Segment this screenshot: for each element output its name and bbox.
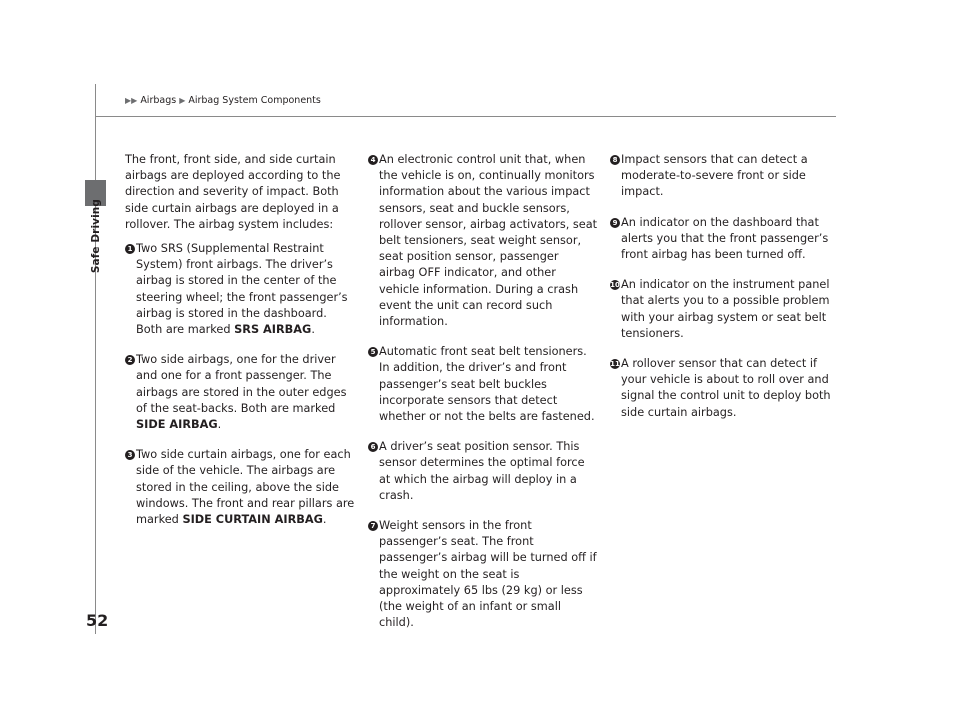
list-item	[610, 356, 840, 421]
number-badge: 9	[610, 218, 620, 228]
number-badge: 5	[368, 347, 378, 357]
list-item	[368, 344, 598, 425]
number-badge: 11	[610, 360, 620, 369]
item-text: A rollover sensor that can detect if your vehicle is about to roll over and signal the control unit to deploy both side curtain airbags.	[621, 357, 831, 419]
number-badge: 3	[125, 450, 135, 460]
item-text: An indicator on the instrument panel that alerts you to a possible problem with your airbag system or seat belt tensioners.	[621, 278, 830, 340]
column-2	[368, 152, 598, 645]
breadcrumb-arrow-icon: ▶	[179, 96, 186, 105]
breadcrumb	[125, 95, 321, 106]
list-item	[610, 152, 840, 201]
column-1	[125, 152, 355, 542]
number-badge: 10	[610, 281, 620, 290]
column-3	[610, 152, 840, 435]
number-badge: 2	[125, 355, 135, 365]
item-text: An electronic control unit that, when the vehicle is on, continually monitors information about the various impact sensors, seat and buckle sensors, rollover sensor, airbag activators, seat belt tensioners, seat weight sensor, seat position sensor, passenger airbag OFF indicator, and other vehicle information. During a crash event the unit can record such information.	[379, 153, 598, 329]
number-badge: 1	[125, 244, 135, 254]
number-badge: 7	[368, 521, 378, 531]
list-item	[610, 215, 840, 264]
item-text: A driver’s seat position sensor. This sensor determines the optimal force at which the airbag will deploy in a crash.	[379, 440, 585, 502]
section-label: Safe Driving	[90, 199, 102, 274]
list-item	[610, 277, 840, 342]
list-item	[125, 352, 355, 433]
breadcrumb-item-airbags[interactable]: Airbags	[140, 95, 177, 106]
breadcrumb-arrow-icon: ▶▶	[125, 96, 138, 105]
item-punct: .	[311, 323, 315, 337]
list-item	[368, 518, 598, 631]
list-item	[368, 439, 598, 504]
breadcrumb-item-components[interactable]: Airbag System Components	[188, 95, 321, 106]
item-text: Two SRS (Supplemental Restraint System) front airbags. The driver’s airbag is stored in the center of the steering wheel; the front passenger’s airbag is stored in the dashboard. Both are marked	[136, 242, 348, 337]
item-punct: .	[322, 513, 327, 527]
list-item	[125, 241, 355, 338]
item-marking: SIDE CURTAIN AIRBAG	[182, 513, 323, 527]
item-punct: .	[217, 418, 222, 432]
item-text: An indicator on the dashboard that alerts you that the front passenger’s front airbag has been turned off.	[621, 215, 829, 262]
list-item	[125, 447, 355, 528]
item-text: Impact sensors that can detect a moderate-to-severe front or side impact.	[621, 153, 808, 199]
item-text: Two side curtain airbags, one for each side of the vehicle. The airbags are stored in the ceiling, above the side windows. The front and rear pillars are marked	[136, 448, 355, 527]
sidebar-rule	[95, 84, 96, 634]
number-badge: 6	[368, 442, 378, 452]
header-rule	[95, 116, 836, 117]
item-marking: SIDE AIRBAG	[136, 418, 218, 432]
intro-paragraph: The front, front side, and side curtain airbags are deployed according to the direction and severity of impact. Both side curtain airbags are deployed in a rollover. The airbag system includes:	[125, 153, 341, 231]
page-number: 52	[86, 611, 109, 630]
item-text: Two side airbags, one for the driver and one for a front passenger. The airbags are stored in the outer edges of the seat-backs. Both are marked	[136, 353, 347, 415]
number-badge: 4	[368, 155, 378, 165]
item-text: Weight sensors in the front passenger’s seat. The front passenger’s airbag will be turned off if the weight on the seat is approximately 65 lbs (29 kg) or less (the weight of an infant or small child).	[379, 519, 597, 630]
item-text: Automatic front seat belt tensioners. In addition, the driver’s and front passenger’s seat belt buckles incorporate sensors that detect whether or not the belts are fastened.	[379, 345, 595, 424]
number-badge: 8	[610, 155, 620, 165]
list-item	[368, 152, 598, 330]
item-marking: SRS AIRBAG	[234, 323, 312, 337]
